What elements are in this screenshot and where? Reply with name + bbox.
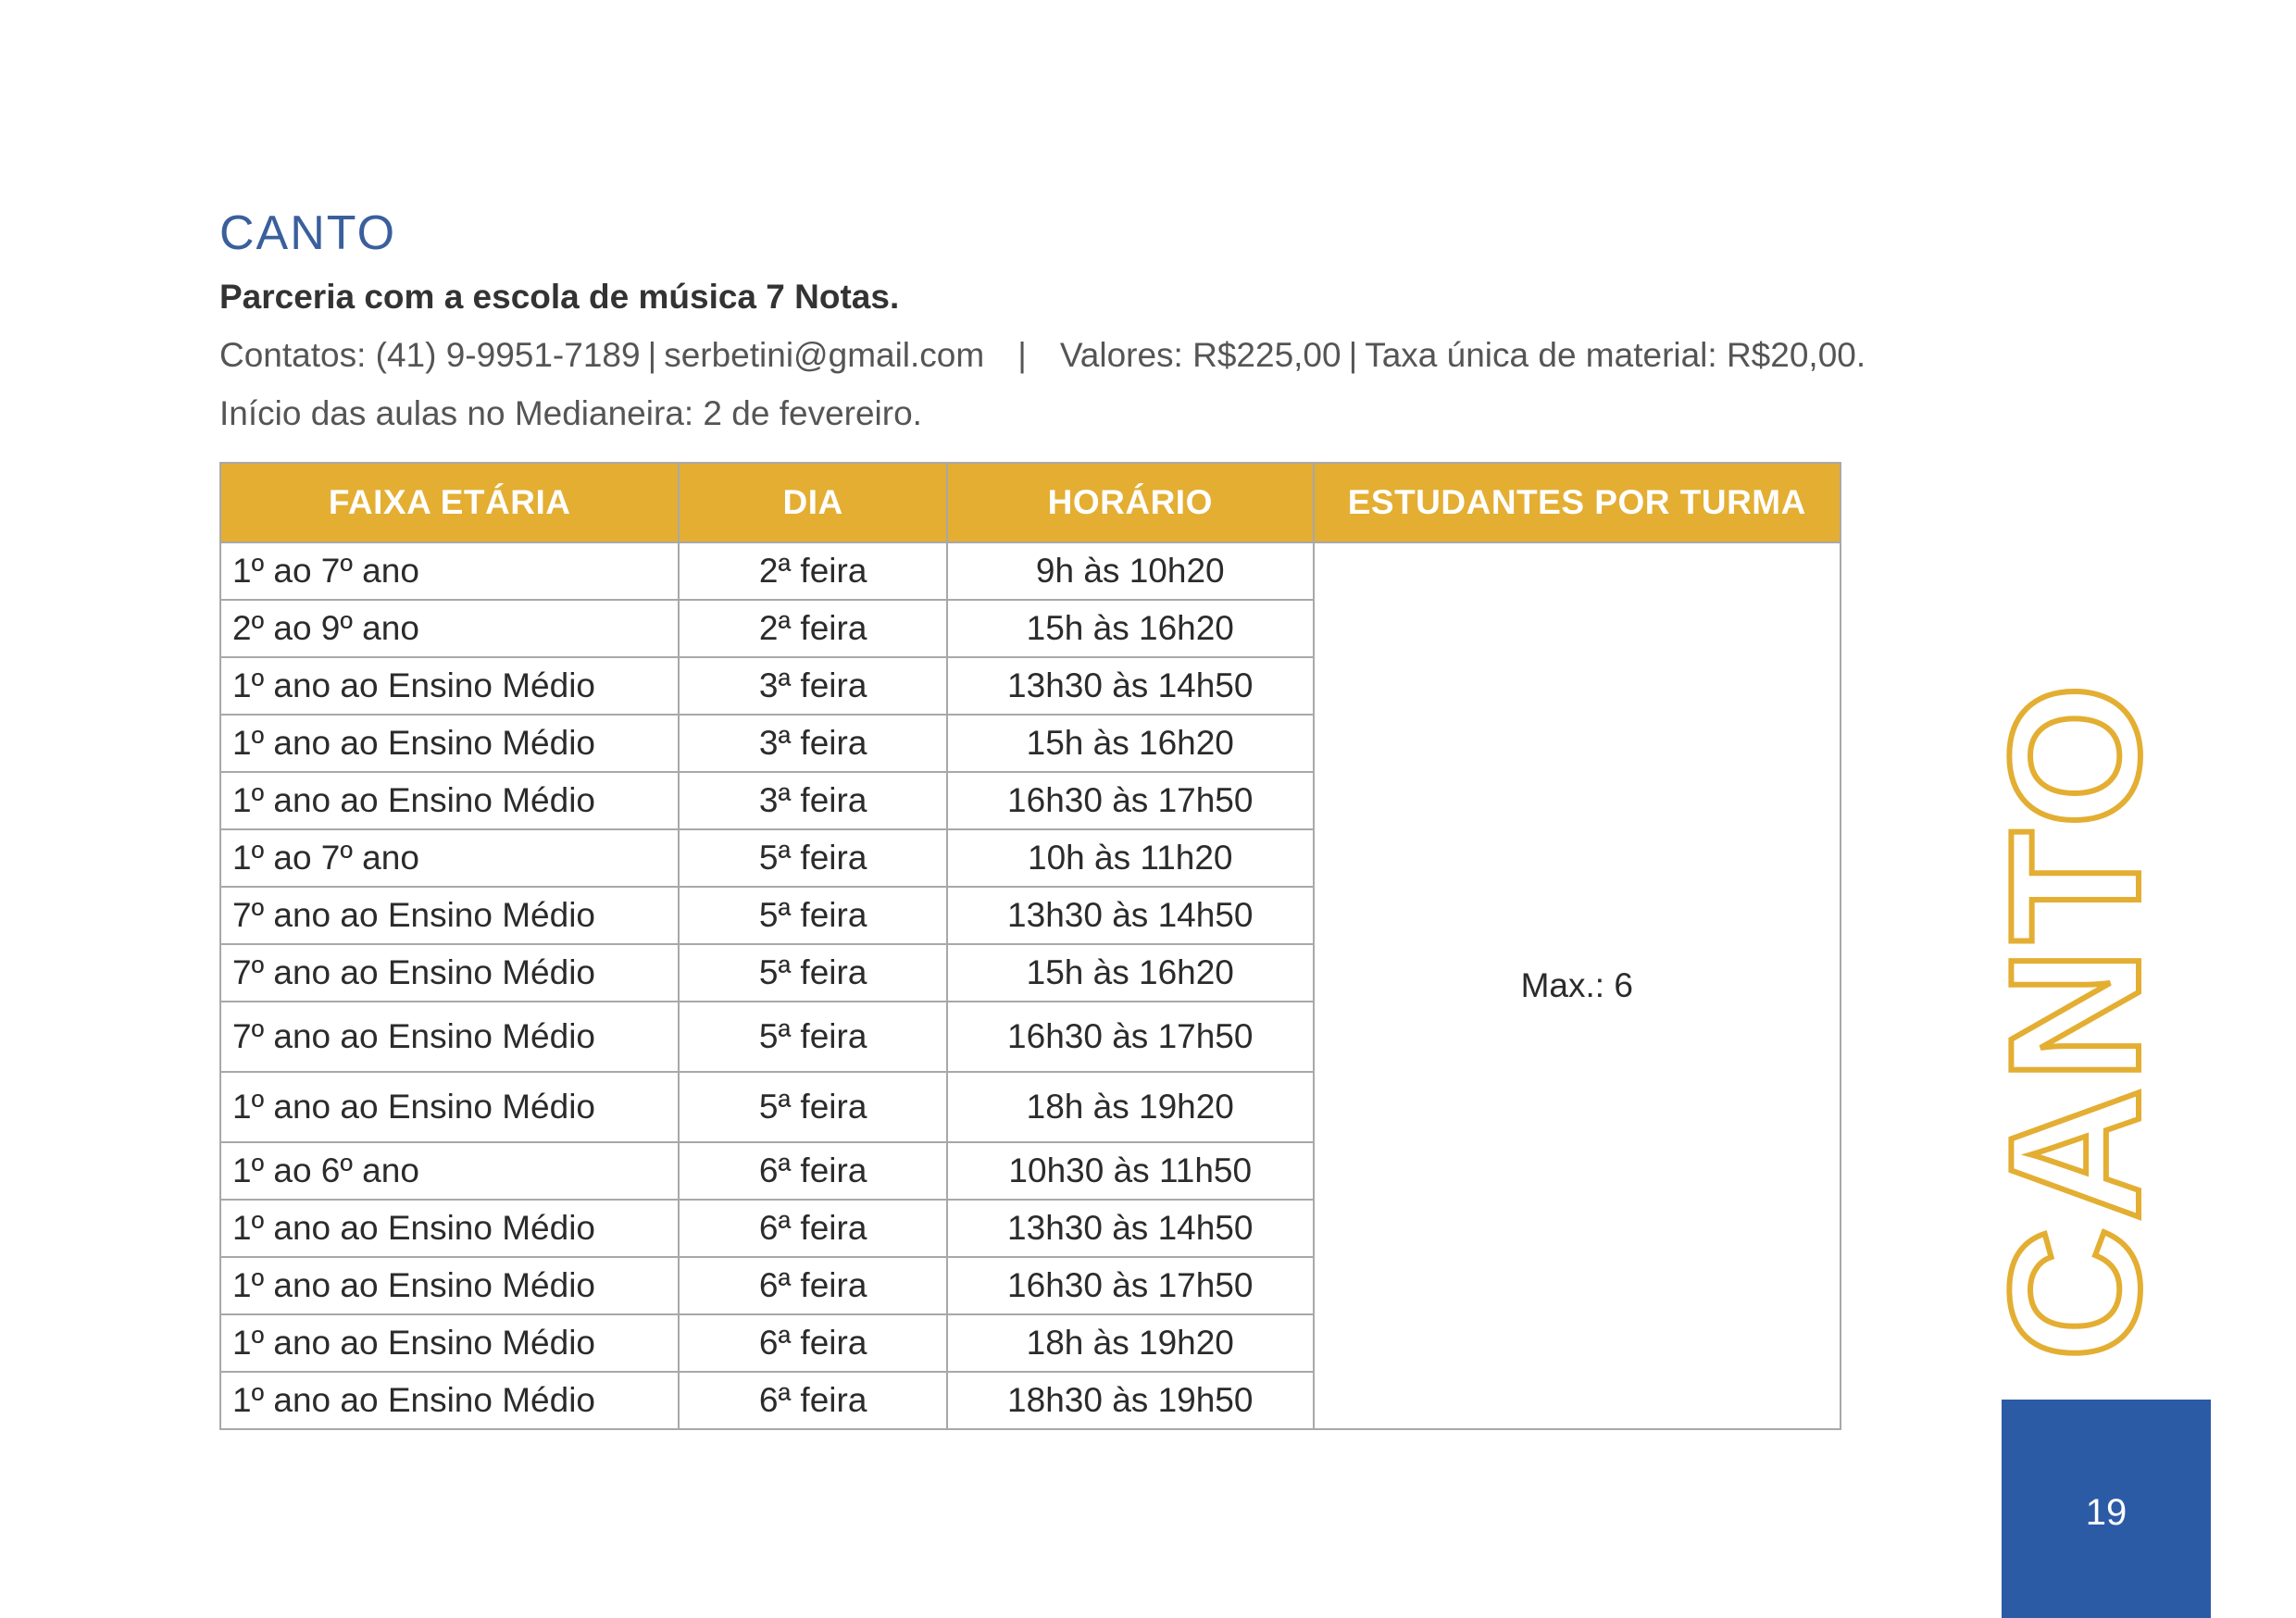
start-date-line: Início das aulas no Medianeira: 2 de fevereiro.	[219, 394, 922, 432]
time-cell: 16h30 às 17h50	[947, 1257, 1314, 1314]
day-cell: 5ª feira	[679, 944, 947, 1002]
age-cell: 1º ano ao Ensino Médio	[220, 715, 679, 772]
age-cell: 1º ano ao Ensino Médio	[220, 1072, 679, 1142]
partnership-subtitle: Parceria com a escola de música 7 Notas.	[219, 278, 900, 316]
time-cell: 16h30 às 17h50	[947, 772, 1314, 829]
contact-phone: Contatos: (41) 9-9951-7189	[219, 336, 641, 374]
separator: |	[1348, 336, 1358, 374]
age-cell: 1º ano ao Ensino Médio	[220, 1372, 679, 1429]
day-cell: 6ª feira	[679, 1257, 947, 1314]
age-cell: 1º ano ao Ensino Médio	[220, 1200, 679, 1257]
contact-line	[219, 336, 1866, 375]
age-cell: 1º ano ao Ensino Médio	[220, 772, 679, 829]
time-cell: 15h às 16h20	[947, 715, 1314, 772]
time-cell: 13h30 às 14h50	[947, 887, 1314, 944]
time-cell: 10h às 11h20	[947, 829, 1314, 887]
age-cell: 7º ano ao Ensino Médio	[220, 887, 679, 944]
separator: |	[1017, 336, 1027, 374]
table-header-row	[220, 463, 1841, 542]
day-cell: 6ª feira	[679, 1314, 947, 1372]
age-cell: 1º ano ao Ensino Médio	[220, 1314, 679, 1372]
time-cell: 10h30 às 11h50	[947, 1142, 1314, 1200]
side-label-svg	[1972, 678, 2178, 1370]
day-cell: 5ª feira	[679, 887, 947, 944]
time-cell: 18h30 às 19h50	[947, 1372, 1314, 1429]
time-cell: 16h30 às 17h50	[947, 1002, 1314, 1072]
schedule-table	[219, 462, 1841, 1430]
day-cell: 2ª feira	[679, 600, 947, 657]
age-cell: 1º ao 7º ano	[220, 542, 679, 600]
side-label-decoration	[1972, 678, 2178, 1370]
table-row	[220, 542, 1841, 600]
material-fee: Taxa única de material: R$20,00.	[1365, 336, 1866, 374]
day-cell: 2ª feira	[679, 542, 947, 600]
time-cell: 15h às 16h20	[947, 944, 1314, 1002]
time-cell: 9h às 10h20	[947, 542, 1314, 600]
age-cell: 1º ano ao Ensino Médio	[220, 1257, 679, 1314]
day-cell: 5ª feira	[679, 1002, 947, 1072]
day-cell: 5ª feira	[679, 1072, 947, 1142]
day-cell: 3ª feira	[679, 772, 947, 829]
day-cell: 5ª feira	[679, 829, 947, 887]
page-title: CANTO	[219, 206, 397, 260]
max-students-cell: Max.: 6	[1314, 542, 1841, 1429]
column-header-day: DIA	[679, 463, 947, 542]
age-cell: 1º ao 7º ano	[220, 829, 679, 887]
time-cell: 18h às 19h20	[947, 1314, 1314, 1372]
separator: |	[647, 336, 657, 374]
page-number-box	[2002, 1400, 2211, 1618]
contact-email: serbetini@gmail.com	[664, 336, 985, 374]
age-cell: 2º ao 9º ano	[220, 600, 679, 657]
age-cell: 1º ano ao Ensino Médio	[220, 657, 679, 715]
age-cell: 7º ano ao Ensino Médio	[220, 1002, 679, 1072]
time-cell: 18h às 19h20	[947, 1072, 1314, 1142]
column-header-age: FAIXA ETÁRIA	[220, 463, 679, 542]
day-cell: 3ª feira	[679, 715, 947, 772]
time-cell: 13h30 às 14h50	[947, 1200, 1314, 1257]
time-cell: 15h às 16h20	[947, 600, 1314, 657]
page-number: 19	[2085, 1492, 2128, 1533]
day-cell: 3ª feira	[679, 657, 947, 715]
column-header-students: ESTUDANTES POR TURMA	[1314, 463, 1841, 542]
age-cell: 1º ao 6º ano	[220, 1142, 679, 1200]
day-cell: 6ª feira	[679, 1142, 947, 1200]
time-cell: 13h30 às 14h50	[947, 657, 1314, 715]
day-cell: 6ª feira	[679, 1200, 947, 1257]
column-header-time: HORÁRIO	[947, 463, 1314, 542]
age-cell: 7º ano ao Ensino Médio	[220, 944, 679, 1002]
side-label-text: CANTO	[1972, 678, 2178, 1361]
day-cell: 6ª feira	[679, 1372, 947, 1429]
price-values: Valores: R$225,00	[1059, 336, 1341, 374]
